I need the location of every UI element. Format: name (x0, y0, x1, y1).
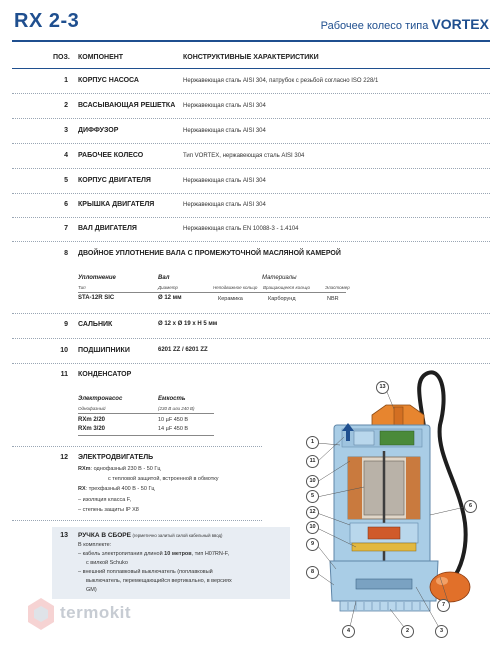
row-description: Нержавеющая сталь AISI 304 (183, 103, 266, 109)
suction-strainer (340, 601, 430, 611)
row-component: РАБОЧЕЕ КОЛЕСО (78, 152, 144, 159)
subtitle-prefix: Рабочее колесо типа (320, 20, 429, 32)
row-description: Нержавеющая сталь AISI 304, патрубок с резьбой согласно ISO 228/1 (183, 78, 379, 84)
capacitor-model-1: RXm 2/20 (78, 417, 106, 423)
handle-number: 13 (60, 532, 68, 539)
callout-4: 4 (342, 625, 355, 638)
seal-title: ДВОЙНОЕ УПЛОТНЕНИЕ ВАЛА С ПРОМЕЖУТОЧНОЙ МАСЛЯНОЙ КАМЕРОЙ (78, 250, 341, 257)
row-divider (12, 520, 262, 521)
row-number: 7 (64, 225, 68, 232)
bearings-value: 6201 ZZ / 6201 ZZ (158, 347, 208, 353)
row-description: Нержавеющая сталь AISI 304 (183, 128, 266, 134)
capacitor-name: КОНДЕНСАТОР (78, 371, 132, 378)
seal-number: 8 (64, 250, 68, 257)
sub-type: Тип (78, 285, 86, 290)
handle-line-3: с вилкой Schuko (86, 560, 128, 566)
row-component: ВАЛ ДВИГАТЕЛЯ (78, 225, 137, 232)
row-divider (12, 241, 490, 242)
row-number: 5 (64, 177, 68, 184)
shaft-diameter-value: Ø 12 мм (158, 295, 182, 301)
gland-number: 9 (64, 321, 68, 328)
header-rule (12, 40, 490, 42)
vortex-impeller (356, 579, 412, 589)
motor-number: 12 (60, 454, 68, 461)
row-divider (12, 313, 490, 314)
callout-3: 3 (435, 625, 448, 638)
column-specs: КОНСТРУКТИВНЫЕ ХАРАКТЕРИСТИКИ (183, 54, 319, 61)
capacitor-value-1: 10 µF 450 В (158, 417, 189, 423)
motor-line-4: – изоляция класса F, (78, 497, 132, 503)
fixed-ring-value: Керамика (218, 296, 243, 302)
page-header (0, 0, 501, 44)
bearings-number: 10 (60, 347, 68, 354)
callout-1: 1 (306, 436, 319, 449)
row-description: Нержавеющая сталь AISI 304 (183, 202, 266, 208)
watermark-logo (26, 597, 56, 631)
row-component: КОРПУС ДВИГАТЕЛЯ (78, 177, 151, 184)
callout-5: 5 (306, 490, 319, 503)
row-divider (12, 93, 490, 94)
table-row (0, 201, 501, 225)
motor-name: ЭЛЕКТРОДВИГАТЕЛЬ (78, 454, 154, 461)
row-number: 3 (64, 127, 68, 134)
capacitor-capacity-header: Емкость (158, 396, 186, 402)
model-title: RX 2-3 (14, 10, 80, 32)
callout-2: 2 (401, 625, 414, 638)
capacitor-rule (78, 413, 214, 414)
seal-ring (352, 543, 416, 551)
row-description: Нержавеющая сталь EN 10088-3 - 1.4104 (183, 226, 299, 232)
table-row (0, 127, 501, 151)
sub-rotating-ring: Вращающееся кольцо (263, 285, 310, 290)
handle-title-line: РУЧКА В СБОРЕ (герметично залитый силой кабельный ввод) (78, 532, 223, 539)
capacitor-rule-bottom (78, 435, 214, 436)
callout-7: 7 (437, 599, 450, 612)
handle-line-4: – внешний поплавковый выключатель (поплавковый (78, 569, 213, 575)
terminal-board (380, 431, 414, 445)
rotating-ring-value: Карборунд (268, 296, 296, 302)
callout-8: 8 (306, 566, 319, 579)
row-component: КОРПУС НАСОСА (78, 77, 139, 84)
column-pos: ПОЗ. (53, 54, 70, 61)
seal-type-value: STA-12R SIC (78, 295, 115, 301)
motor-line-5: – степень защиты IP X8 (78, 507, 139, 513)
row-number: 4 (64, 152, 68, 159)
row-divider (12, 446, 262, 447)
row-number: 1 (64, 77, 68, 84)
row-divider (12, 338, 490, 339)
subtitle-brand: VORTEX (431, 16, 489, 32)
row-divider (12, 363, 490, 364)
row-number: 6 (64, 201, 68, 208)
callout-11: 11 (306, 455, 319, 468)
shaft-header: Вал (158, 275, 170, 281)
materials-header: Материалы (262, 275, 297, 281)
table-row (0, 225, 501, 249)
bearings-name: ПОДШИПНИКИ (78, 347, 130, 354)
motor-line-2: с тепловой защитой, встроенной в обмотку (108, 476, 219, 482)
table-row (0, 177, 501, 201)
handle-line-1: В комплекте: (78, 542, 112, 548)
float-switch (430, 572, 470, 602)
row-divider (12, 143, 490, 144)
row-divider (12, 193, 490, 194)
motor-line-1: RXm: однофазный 230 В - 50 Гц (78, 466, 161, 472)
column-rule (12, 68, 490, 69)
capacitor-phase: Однофазный (78, 406, 106, 411)
sub-fixed-ring: Неподвижное кольцо (213, 285, 258, 290)
callout-12: 12 (306, 506, 319, 519)
sub-elastomer: Эластомер (325, 285, 350, 290)
row-description: Нержавеющая сталь AISI 304 (183, 178, 266, 184)
motor-line-3: RX: трехфазный 400 В - 50 Гц (78, 486, 155, 492)
row-divider (12, 168, 490, 169)
handle-line-2: – кабель электропитания длиной 10 метров, тип H07RN-F, (78, 551, 229, 557)
row-component: ДИФФУЗОР (78, 127, 119, 134)
callout-13: 13 (376, 381, 389, 394)
row-number: 2 (64, 102, 68, 109)
capacitor-model-2: RXm 3/20 (78, 426, 106, 432)
capacitor-value-2: 14 µF 450 В (158, 426, 189, 432)
capacitor-part (354, 431, 374, 445)
seal-rule (78, 292, 346, 293)
table-row (0, 102, 501, 126)
callout-9: 9 (306, 538, 319, 551)
watermark-text: termokit (60, 603, 132, 622)
row-component: КРЫШКА ДВИГАТЕЛЯ (78, 201, 155, 208)
callout-10-bottom: 10 (306, 521, 319, 534)
impeller-subtitle (321, 16, 489, 32)
column-component: КОМПОНЕНТ (78, 54, 124, 61)
row-description: Тип VORTEX, нержавеющая сталь AISI 304 (183, 153, 305, 159)
seal-header: Уплотнение (78, 275, 116, 281)
callout-10-top: 10 (306, 475, 319, 488)
capacitor-number: 11 (60, 371, 68, 378)
callout-6: 6 (464, 500, 477, 513)
row-divider (12, 118, 490, 119)
row-divider (12, 217, 490, 218)
gland-name: САЛЬНИК (78, 321, 113, 328)
capacitor-pump-header: Электронасос (78, 396, 123, 402)
mechanical-seal (368, 527, 400, 539)
table-row (0, 77, 501, 101)
capacitor-voltage: (230 В или 240 В) (158, 406, 195, 411)
handle-line-5: выключатель, перемещающийся вертикально, в версиях (86, 578, 232, 584)
handle-line-6: GM) (86, 587, 97, 593)
row-component: ВСАСЫВАЮЩАЯ РЕШЕТКА (78, 102, 176, 109)
table-row (0, 152, 501, 176)
stator-winding-right (406, 457, 420, 519)
elastomer-value: NBR (327, 296, 339, 302)
gland-size: Ø 12 x Ø 19 x H 5 мм (158, 321, 218, 327)
sub-diameter: Диаметр (158, 285, 178, 290)
